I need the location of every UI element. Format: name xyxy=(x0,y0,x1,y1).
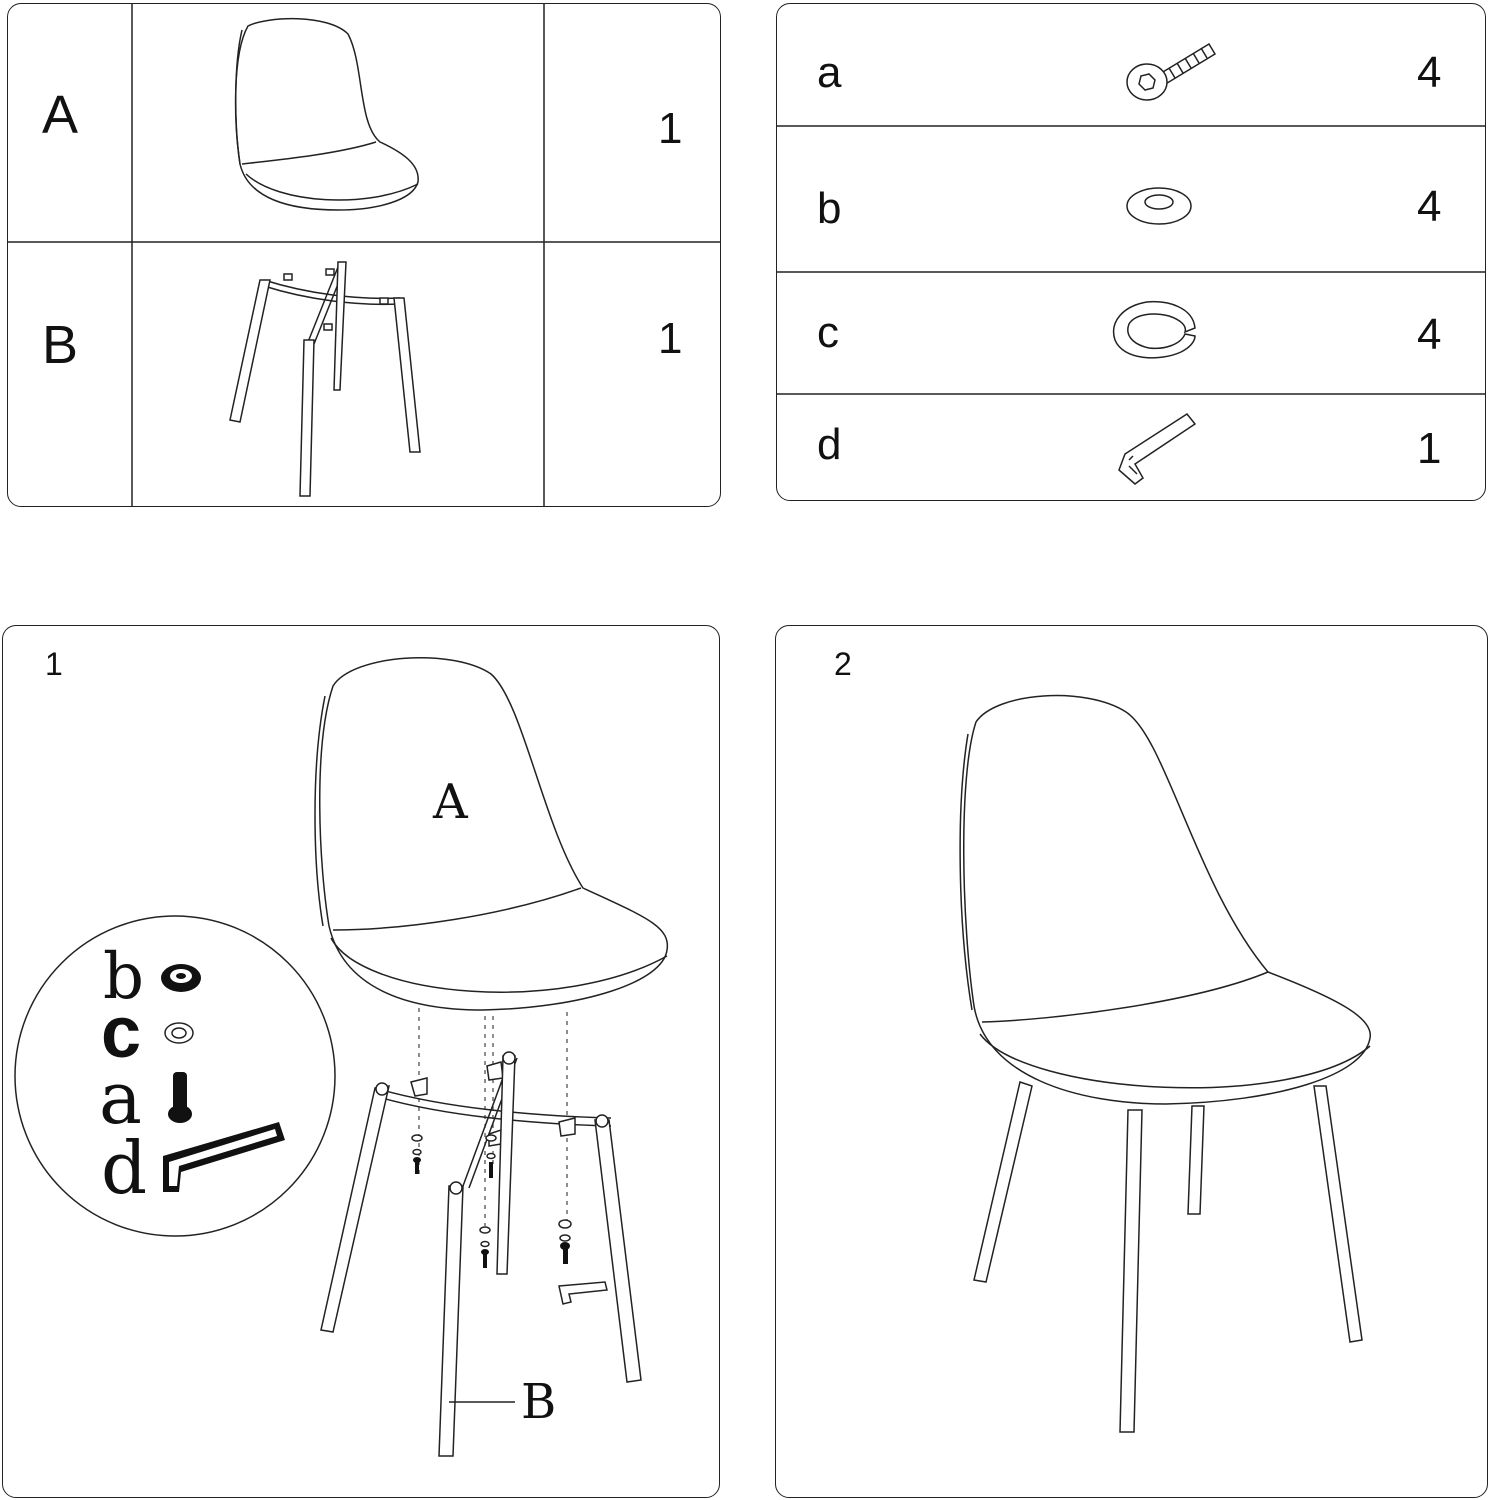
hardware-b-label: b xyxy=(817,184,842,233)
part-a-qty: 1 xyxy=(658,104,683,153)
part-b-qty: 1 xyxy=(658,314,683,363)
leg-frame-icon xyxy=(8,4,721,507)
assembled-chair-drawing xyxy=(776,626,1488,1498)
callout-label-b: b xyxy=(103,940,144,1014)
part-a-label: A xyxy=(42,85,79,145)
step-2-number: 2 xyxy=(834,646,852,682)
hardware-c-label: c xyxy=(817,308,839,357)
step-1-number: 1 xyxy=(45,646,63,682)
step-2-panel xyxy=(775,625,1488,1498)
callout-label-d: d xyxy=(101,1126,148,1210)
parts-table xyxy=(7,3,721,507)
seat-label: A xyxy=(433,774,468,830)
callout-hardware-icons xyxy=(161,964,285,1192)
hardware-a-label: a xyxy=(817,48,842,97)
callout-label-a: a xyxy=(99,1056,142,1140)
allen-key-icon xyxy=(777,4,1486,501)
hardware-a-qty: 4 xyxy=(1417,48,1442,97)
hardware-d-label: d xyxy=(817,420,842,469)
hardware-d-qty: 1 xyxy=(1417,424,1442,473)
leg-frame-drawing xyxy=(321,1052,641,1456)
hardware-table xyxy=(776,3,1486,501)
step-1-panel xyxy=(2,625,720,1498)
callout-label-c: c xyxy=(101,993,142,1073)
frame-label: B xyxy=(521,1374,557,1430)
hardware-c-qty: 4 xyxy=(1417,310,1442,359)
part-b-label: B xyxy=(42,315,79,375)
chair-seat-drawing xyxy=(315,658,667,1010)
hardware-b-qty: 4 xyxy=(1417,182,1442,231)
